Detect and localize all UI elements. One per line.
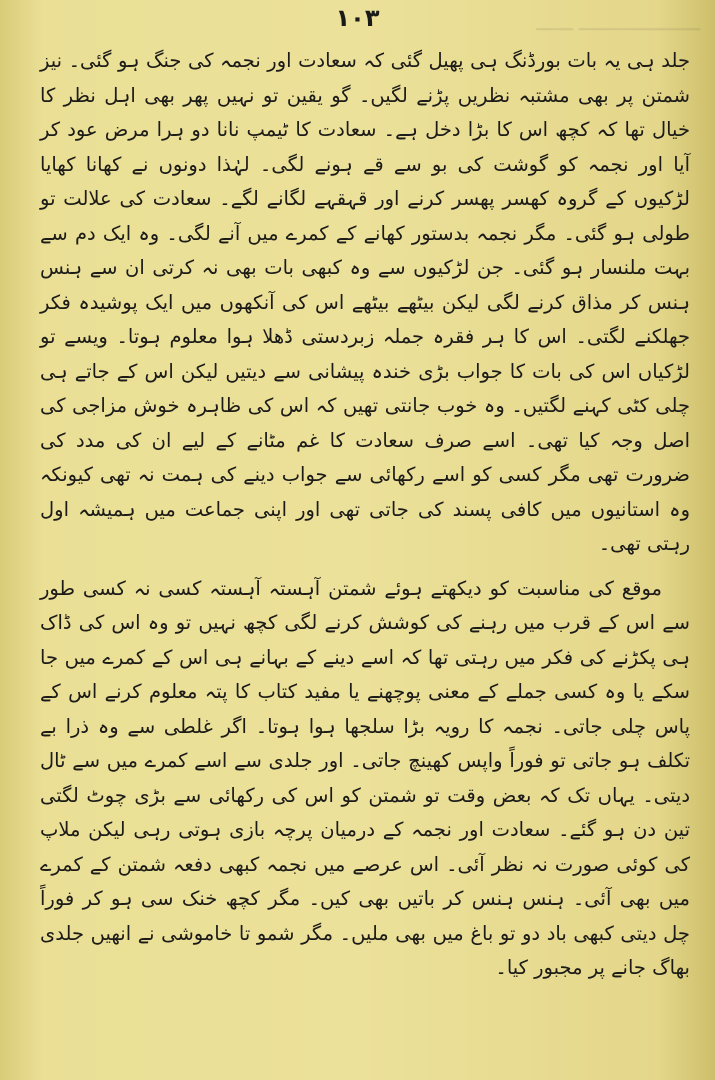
paragraph: جلد ہی یہ بات بورڈنگ ہی پھیل گئی کہ سعادت اور نجمہ کی جنگ ہو گئی۔ نیز شمتن پر بھی مشتبہ نظریں پڑنے لگیں۔ گو یقین تو نہیں پھر بھی اہل نظر کا خیال تھا کہ کچھ اس کا بڑا دخل ہے۔ سعادت کا ٹیمپ نانا دو ہرا مرض عود کر آیا اور نجمہ کو گوشت کی بو سے قے ہونے لگی۔ لہٰذا دونوں نے کھانا کھایا لڑکیوں کے گروہ کھسر پھسر کرنے اور قہقہے لگانے لگے۔ سعادت کی علالت تو طولی ہو گئی۔ مگر نجمہ بدستور کھانے کے کمرے میں آنے لگی۔ وہ ایک دم سے بہت ملنسار ہو گئی۔ جن لڑکیوں سے وہ کبھی بات بھی نہ کرتی ان سے ہنس ہنس کر مذاق کرنے لگی لیکن بیٹھے بیٹھے اس کی آنکھوں میں ایک پوشیدہ فکر جھلکنے لگتی۔ اس کا ہر فقرہ جملہ زبردستی ڈھلا ہوا معلوم ہوتا۔ ویسے تو لڑکیاں اس کی بات کا جواب بڑی خندہ پیشانی سے دیتیں لیکن اس کے جاتے ہی چلی کٹی کہنے لگتیں۔ وہ خوب جانتی تھیں کہ اس کی ظاہرہ خوش مزاجی کی اصل وجہ کیا تھی۔ اسے صرف سعادت کا غم مٹانے کے لیے ان کی مدد کی ضرورت تھی مگر کسی کو اسے رکھائی سے جواب دینے کی ہمت نہ تھی کیونکہ وہ استانیوں میں کافی پسند کی جاتی تھی اور اپنی جماعت میں ہمیشہ اول رہتی تھی۔ (40, 49, 690, 555)
bleed-through-text: ـــــــــــــــــــــــ ـــــــ (536, 14, 700, 35)
body-text (40, 44, 690, 986)
paragraph: موقع کی مناسبت کو دیکھتے ہوئے شمتن آہستہ آہستہ کسی نہ کسی طور سے اس کے قرب میں رہنے کی کوشش کرنے لگی کچھ نہیں تو وہ اس کی ڈاک ہی پکڑنے کی فکر میں رہتی تھا کہ اسے دینے کے بہانے ہی اس کے کمرے میں جا سکے یا وہ کسی جملے کے معنی پوچھنے یا مفید کتاب کا پتہ معلوم کرنے اس کے پاس چلی جاتی۔ نجمہ کا رویہ بڑا سلجھا ہوا ہوتا۔ اگر غلطی سے وہ ذرا بے تکلف ہو جاتی تو فوراً واپس کھینچ جاتی۔ اور جلدی سے اسے کمرے میں سے ٹال دیتی۔ یہاں تک کہ بعض وقت تو شمتن کو اس کی رکھائی سے بڑی چوٹ لگتی تین دن ہو گئے۔ سعادت اور نجمہ کے درمیان پرچہ بازی ہوتی رہی لیکن ملاپ کی کوئی صورت نہ نظر آئی۔ اس عرصے میں نجمہ کبھی دفعہ شمتن کے کمرے میں بھی آئی۔ ہنس ہنس کر باتیں بھی کیں۔ مگر کچھ خنک سی ہو کر فوراً چل دیتی کبھی باد دو تو باغ میں بھی ملیں۔ مگر شمو تا خاموشی نے انھیں جلدی بھاگ جانے پر مجبور کیا۔ (40, 576, 690, 979)
page-number: ١٠٣ (335, 4, 380, 32)
